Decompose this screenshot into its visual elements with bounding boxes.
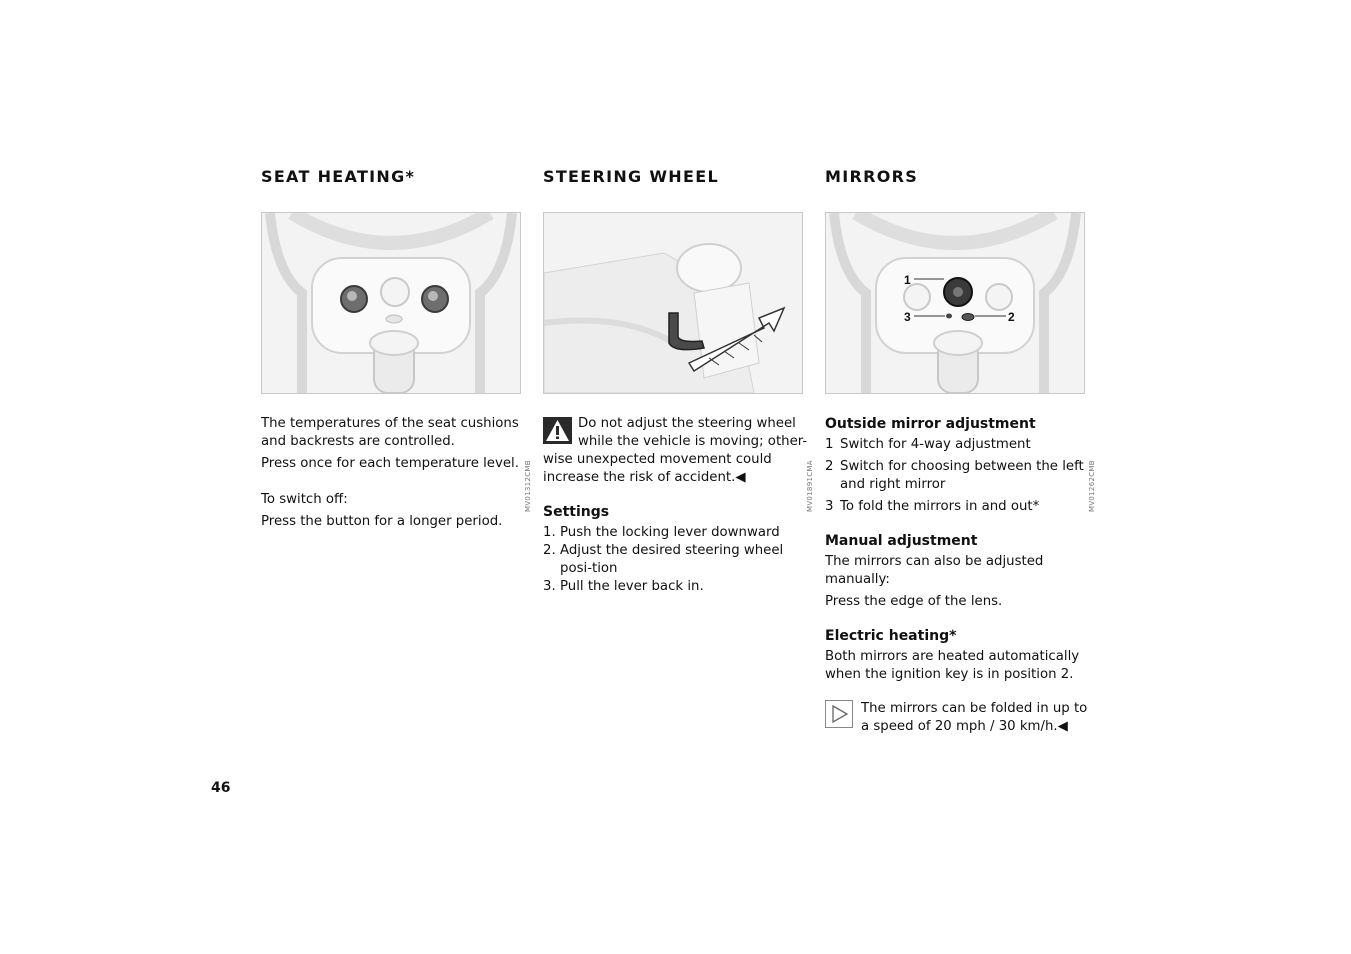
- figure-code: MV01891CMA: [806, 460, 814, 512]
- seat-heating-illustration: [261, 212, 521, 394]
- seat-heating-section: [261, 166, 532, 529]
- list-item: [543, 524, 815, 542]
- mirrors-section: [825, 166, 1096, 734]
- warning-triangle-icon: [543, 417, 572, 444]
- list-item: [543, 542, 815, 578]
- note-text: The mirrors can be folded in up to a speed of 20 mph / 30 km/h.◀: [861, 701, 1088, 734]
- manual-adjustment-heading: Manual adjustment: [825, 533, 978, 549]
- list-item: [825, 436, 1097, 454]
- electric-heating-text: Both mirrors are heated automatically when the ignition key is in position 2.: [825, 649, 1080, 682]
- item-number: 3: [825, 499, 834, 514]
- settings-steps: [543, 524, 815, 596]
- mirrors-heading: MIRRORS: [825, 167, 919, 186]
- list-item: [825, 458, 1097, 494]
- step-number: 2.: [543, 543, 556, 558]
- figure-code: MV01312CMB: [524, 460, 532, 512]
- list-item: [543, 578, 815, 596]
- item-number: 1: [825, 437, 834, 452]
- step-text: Adjust the desired steering wheel posi-tion: [560, 543, 784, 576]
- manual-text-2: Press the edge of the lens.: [825, 594, 1003, 609]
- mirror-fold-switch: [946, 314, 952, 319]
- seat-heating-text-2: Press once for each temperature level.: [261, 456, 519, 471]
- warning-block: [543, 415, 815, 487]
- note-block: [825, 700, 1097, 736]
- electric-heating-heading: Electric heating*: [825, 628, 957, 644]
- outside-mirror-heading: Outside mirror adjustment: [825, 416, 1036, 432]
- item-text: To fold the mirrors in and out*: [840, 499, 1040, 514]
- page-number: 46: [211, 780, 231, 796]
- step-number: 3.: [543, 579, 556, 594]
- seat-heating-text-1: The temperatures of the seat cushions and backrests are controlled.: [261, 416, 519, 449]
- step-number: 1.: [543, 525, 556, 540]
- callout-1: 1: [904, 273, 911, 287]
- callout-2: 2: [1008, 310, 1015, 324]
- item-text: Switch for 4-way adjustment: [840, 437, 1031, 452]
- seat-heating-text-4: Press the button for a longer period.: [261, 514, 503, 529]
- steering-wheel-heading: STEERING WHEEL: [543, 167, 719, 186]
- step-text: Push the locking lever downward: [560, 525, 780, 540]
- manual-text-1: The mirrors can also be adjusted manually:: [825, 554, 1044, 587]
- item-text: Switch for choosing between the left and right mirror: [840, 459, 1084, 492]
- note-arrow-icon: [825, 700, 853, 728]
- callout-3: 3: [904, 310, 911, 324]
- seat-heating-heading: SEAT HEATING*: [261, 167, 416, 186]
- step-text: Pull the lever back in.: [560, 579, 704, 594]
- list-item: [825, 498, 1097, 516]
- item-number: 2: [825, 459, 834, 474]
- mirror-left-right-switch: [962, 314, 974, 321]
- mirrors-illustration: [825, 212, 1085, 394]
- figure-code: MV01262CMB: [1088, 460, 1096, 512]
- steering-wheel-illustration: [543, 212, 803, 394]
- seat-heating-text-3: To switch off:: [261, 492, 348, 507]
- outside-mirror-list: [825, 436, 1097, 516]
- steering-wheel-section: [543, 166, 814, 594]
- settings-heading: Settings: [543, 504, 610, 520]
- warning-text: Do not adjust the steering wheel while the vehicle is moving; other-wise unexpected movement could increase the risk of accident.◀: [543, 416, 808, 485]
